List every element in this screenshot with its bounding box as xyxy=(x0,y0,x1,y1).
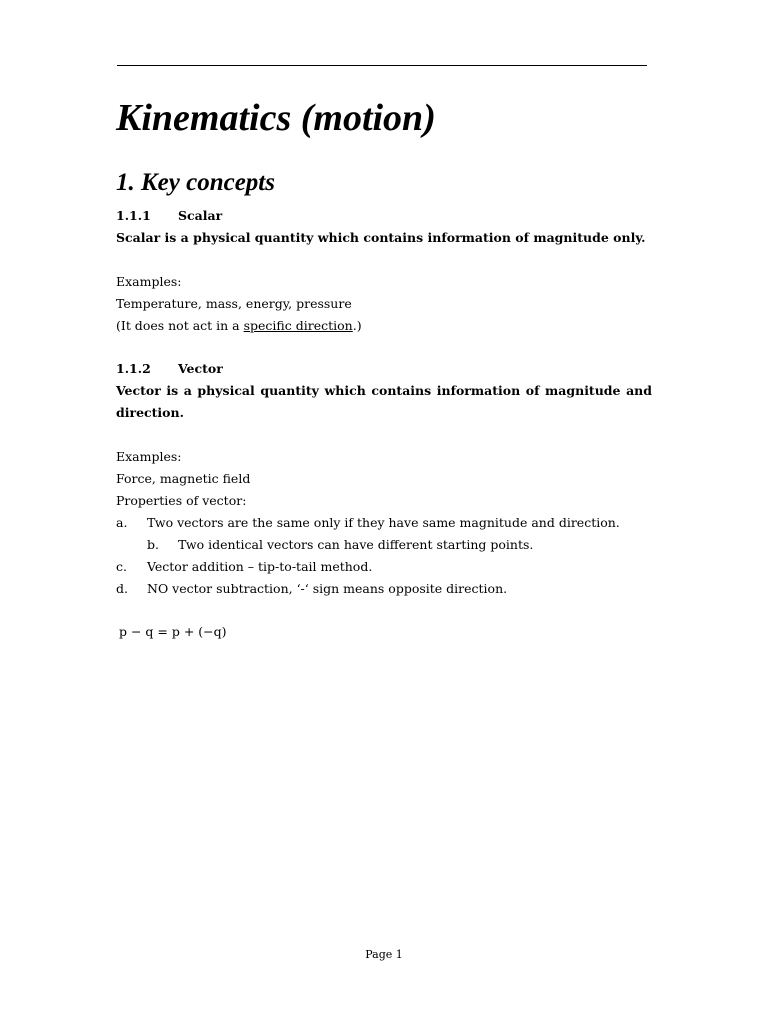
property-text: Vector addition – tip-to-tail method. xyxy=(147,559,373,574)
property-item xyxy=(116,514,620,532)
scalar-definition: Scalar is a physical quantity which contains information of magnitude only. xyxy=(116,230,646,245)
property-text: Two identical vectors can have different starting points. xyxy=(178,537,534,552)
property-label: d. xyxy=(116,581,128,596)
scalar-heading: Scalar xyxy=(178,208,223,223)
vector-properties-label: Properties of vector: xyxy=(116,493,247,508)
vector-examples-label: Examples: xyxy=(116,449,182,464)
scalar-note xyxy=(116,317,362,335)
property-item xyxy=(116,580,507,598)
scalar-note-underlined: specific direction xyxy=(243,318,353,333)
vector-subheading xyxy=(116,360,223,378)
property-text: NO vector subtraction, ‘-‘ sign means opposite direction. xyxy=(147,581,508,596)
vector-heading: Vector xyxy=(178,361,223,376)
section-heading: 1. Key concepts xyxy=(116,169,275,196)
vector-number: 1.1.2 xyxy=(116,361,151,376)
scalar-note-suffix: .) xyxy=(352,318,362,333)
scalar-examples: Temperature, mass, energy, pressure xyxy=(116,296,352,311)
page-number-footer: Page 1 xyxy=(365,948,403,961)
document-title: Kinematics (motion) xyxy=(116,97,436,139)
vector-subtraction-formula: p − q = p + (−q) xyxy=(119,624,227,639)
scalar-examples-label: Examples: xyxy=(116,274,182,289)
header-rule xyxy=(117,65,647,66)
property-label: a. xyxy=(116,515,128,530)
property-item xyxy=(147,536,533,554)
scalar-number: 1.1.1 xyxy=(116,208,151,223)
property-label: c. xyxy=(116,559,127,574)
vector-definition: Vector is a physical quantity which contains information of magnitude and direction. xyxy=(116,383,652,420)
property-text: Two vectors are the same only if they have same magnitude and direction. xyxy=(147,515,620,530)
scalar-note-prefix: (It does not act in a xyxy=(116,318,244,333)
vector-examples: Force, magnetic field xyxy=(116,471,251,486)
scalar-subheading xyxy=(116,207,222,225)
property-item xyxy=(116,558,372,576)
property-label: b. xyxy=(147,537,159,552)
